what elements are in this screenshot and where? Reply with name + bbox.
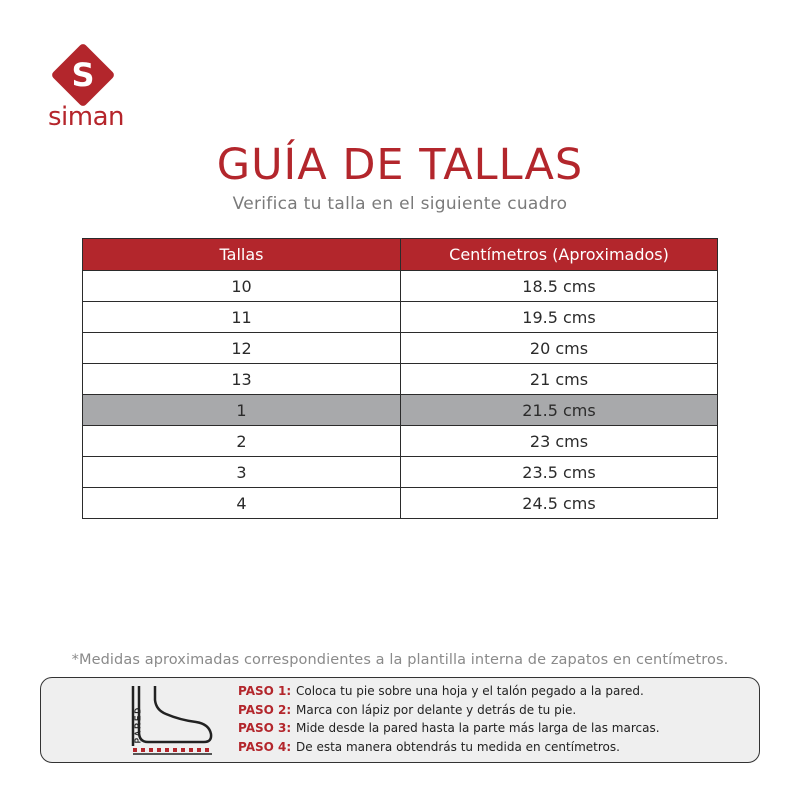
step-2 <box>238 703 660 722</box>
size-cell: 11 <box>83 302 401 333</box>
table-body <box>83 271 718 519</box>
header-centimeters: Centímetros (Aproximados) <box>401 239 718 271</box>
step-text: Coloca tu pie sobre una hoja y el talón pegado a la pared. <box>296 684 644 698</box>
siman-logo-icon <box>50 42 116 108</box>
table-row <box>83 333 718 364</box>
centimeters-cell: 20 cms <box>401 333 718 364</box>
table-row <box>83 271 718 302</box>
centimeters-cell: 24.5 cms <box>401 488 718 519</box>
size-cell: 12 <box>83 333 401 364</box>
wall-label: PARED <box>133 705 143 744</box>
step-label: PASO 1: <box>238 684 292 698</box>
header-sizes: Tallas <box>83 239 401 271</box>
foot-against-wall-icon <box>76 680 216 760</box>
size-cell: 4 <box>83 488 401 519</box>
brand-logo <box>48 42 125 132</box>
centimeters-cell: 23.5 cms <box>401 457 718 488</box>
page-title: GUÍA DE TALLAS <box>216 140 584 190</box>
centimeters-cell: 18.5 cms <box>401 271 718 302</box>
table-row <box>83 302 718 333</box>
table-row <box>83 426 718 457</box>
step-label: PASO 2: <box>238 702 292 717</box>
table-row <box>83 364 718 395</box>
size-cell: 13 <box>83 364 401 395</box>
centimeters-cell: 19.5 cms <box>401 302 718 333</box>
footnote: *Medidas aproximadas correspondientes a la plantilla interna de zapatos en centímetros. <box>71 652 729 668</box>
step-3 <box>238 721 660 740</box>
size-cell: 1 <box>83 395 401 426</box>
table-header-row <box>83 239 718 271</box>
step-text: Marca con lápiz por delante y detrás de tu pie. <box>296 702 577 717</box>
size-cell: 2 <box>83 426 401 457</box>
logo-letter: S <box>71 56 95 94</box>
centimeters-cell: 21 cms <box>401 364 718 395</box>
step-1 <box>238 684 660 703</box>
step-label: PASO 3: <box>238 721 292 735</box>
centimeters-cell: 21.5 cms <box>401 395 718 426</box>
size-cell: 3 <box>83 457 401 488</box>
size-cell: 10 <box>83 271 401 302</box>
brand-name: siman <box>48 102 125 132</box>
table-row <box>83 395 718 426</box>
steps-list <box>238 684 660 758</box>
table-row <box>83 488 718 519</box>
size-table <box>82 238 718 519</box>
step-4 <box>238 740 660 759</box>
step-text: De esta manera obtendrás tu medida en centímetros. <box>296 739 620 754</box>
step-text: Mide desde la pared hasta la parte más larga de las marcas. <box>296 721 660 735</box>
centimeters-cell: 23 cms <box>401 426 718 457</box>
table-row <box>83 457 718 488</box>
step-label: PASO 4: <box>238 739 292 754</box>
page-subtitle: Verifica tu talla en el siguiente cuadro <box>232 194 568 214</box>
